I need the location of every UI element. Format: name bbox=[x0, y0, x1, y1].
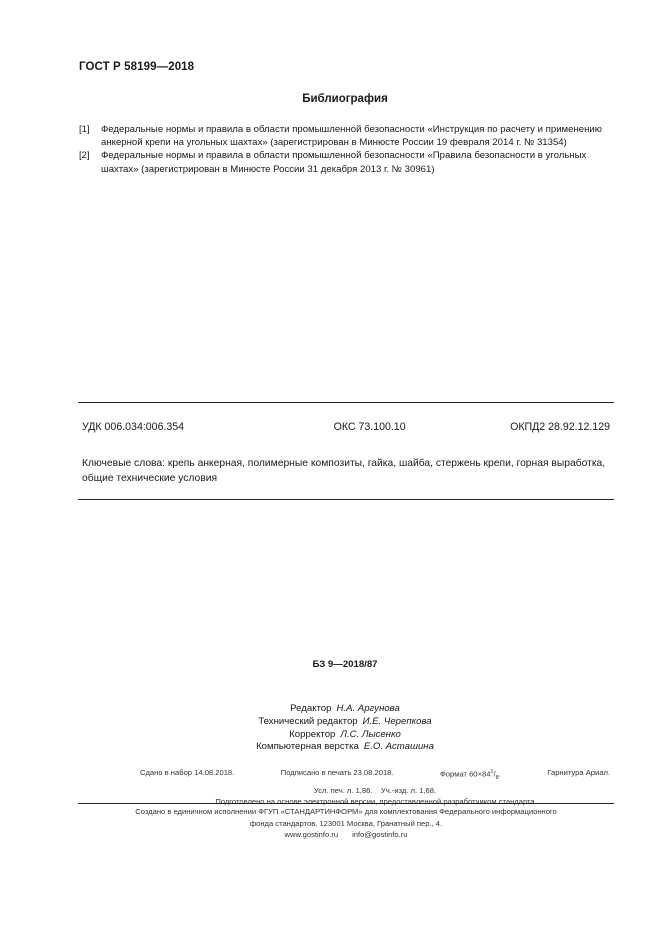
reference-list bbox=[79, 123, 619, 176]
print-sheets-row bbox=[140, 785, 610, 797]
reference-text: Федеральные нормы и правила в области промышленной безопасности «Правила безопасности в угольных шахтах» (зарегистрирован в Минюсте России 31 декабря 2013 г. № 30961) bbox=[101, 150, 587, 175]
credit-line bbox=[0, 716, 661, 729]
divider-bottom bbox=[78, 803, 614, 804]
paper-format: Формат $60\times 84^1/_8$. bbox=[440, 769, 501, 782]
footer-links bbox=[78, 829, 614, 841]
document-code: ГОСТ Р 58199—2018 bbox=[79, 61, 195, 73]
format-numerator: 1 bbox=[490, 769, 494, 775]
divider-top bbox=[78, 402, 614, 403]
footer-line: Создано в единичном исполнении ФГУП «СТАНДАРТИНФОРМ» для комплектования Федерального информационного bbox=[135, 807, 557, 816]
prepared-note: Подготовлено на основе электронной версии, предоставленной разработчиком стандарта bbox=[215, 797, 535, 807]
credit-name: Л.С. Лысенко bbox=[340, 728, 401, 740]
classification-codes bbox=[82, 421, 610, 433]
signed-date: Подписано в печать 23.08.2018. bbox=[280, 768, 394, 777]
print-sheets: Усл. печ. л. 1,86. bbox=[313, 785, 373, 795]
reference-number: [1] bbox=[79, 124, 90, 135]
reference-text: Федеральные нормы и правила в области промышленной безопасности «Инструкция по расчету и применению анкерной крепи на угольных шахтах» (зарегистрирован в Минюсте России 19 февраля 2014 г. № 31354) bbox=[101, 124, 602, 149]
reference-item bbox=[79, 123, 619, 149]
okpd-code: ОКПД2 28.92.12.129 bbox=[510, 421, 610, 433]
credit-role: Технический редактор bbox=[258, 715, 358, 727]
credit-role: Корректор bbox=[289, 728, 336, 740]
bibliography-title: Библиография bbox=[302, 93, 388, 105]
credit-line bbox=[0, 741, 661, 754]
publisher-sheets: Уч.-изд. л. 1,68. bbox=[380, 785, 437, 795]
footer-line: фонда стандартов, 123001 Москва, Гранатный пер., 4. bbox=[249, 818, 443, 828]
credit-name: Н.А. Аргунова bbox=[336, 703, 400, 714]
format-denominator: 8 bbox=[495, 775, 499, 782]
bz-number: БЗ 9—2018/87 bbox=[312, 659, 378, 670]
credits bbox=[0, 703, 661, 754]
submitted-date: Сдано в набор 14.08.2018. bbox=[140, 768, 235, 777]
reference-item bbox=[79, 149, 619, 175]
credit-line bbox=[0, 729, 661, 742]
publisher-footer bbox=[78, 806, 614, 841]
divider-middle bbox=[78, 499, 614, 500]
credit-name: И.Е. Черепкова bbox=[362, 715, 432, 727]
website-link[interactable]: www.gostinfo.ru bbox=[284, 830, 339, 839]
reference-number: [2] bbox=[79, 150, 90, 162]
keywords: Ключевые слова: крепь анкерная, полимерные композиты, гайка, шайба, стержень крепи, горная выработка, общие технические условия bbox=[82, 458, 606, 484]
credit-line bbox=[0, 703, 661, 716]
udk-code: УДК 006.034:006.354 bbox=[82, 421, 185, 433]
credit-role: Компьютерная верстка bbox=[256, 741, 359, 753]
format-prefix: Формат 60×84 bbox=[440, 769, 491, 779]
credit-name: Е.О. Асташина bbox=[363, 741, 434, 753]
email-link[interactable]: info@gostinfo.ru bbox=[352, 830, 408, 839]
credit-role: Редактор bbox=[290, 703, 332, 714]
print-info-row bbox=[140, 767, 610, 785]
print-info bbox=[140, 767, 610, 808]
typeface: Гарнитура Ариал. bbox=[547, 768, 610, 777]
oks-code: ОКС 73.100.10 bbox=[333, 421, 406, 433]
format-suffix: . bbox=[498, 769, 501, 779]
